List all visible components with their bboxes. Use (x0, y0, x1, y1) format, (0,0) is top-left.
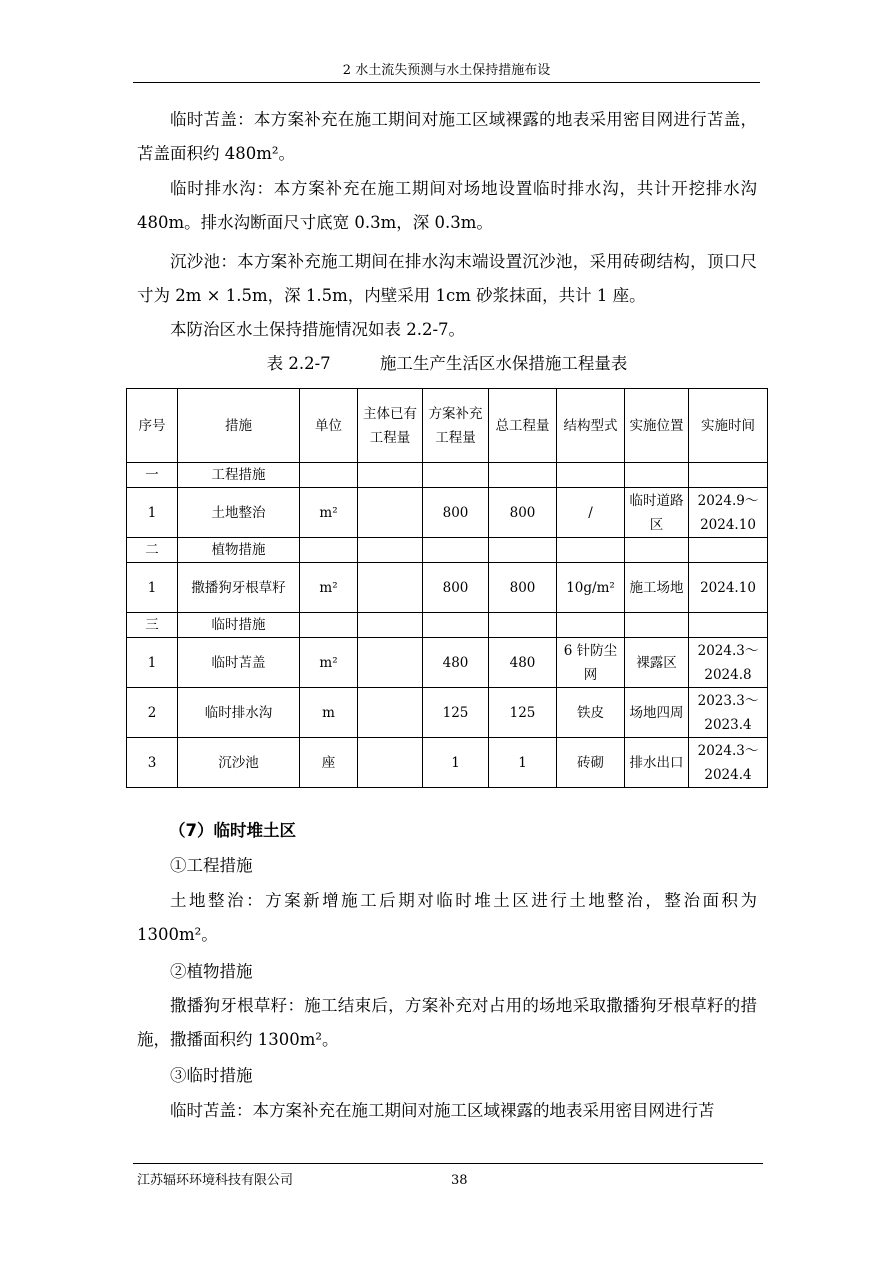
header-cell: 实施时间 (689, 389, 768, 463)
section-row (127, 538, 768, 563)
total-quantity: 125 (489, 688, 557, 738)
paragraph-temporary-drain: 临时排水沟：本方案补充在施工期间对场地设置临时排水沟，共计开挖排水沟 480m。排水沟断面尺寸底宽 0.3m，深 0.3m。 (137, 179, 757, 232)
existing-quantity (358, 563, 423, 613)
empty-cell (300, 463, 358, 488)
unit: m² (300, 638, 358, 688)
structure-type: 6 针防尘网 (557, 638, 625, 688)
header-cell: 总工程量 (489, 389, 557, 463)
section-name: 工程措施 (178, 463, 300, 488)
paragraph-sediment-tank: 沉沙池：本方案补充施工期间在排水沟末端设置沉沙池，采用砖砌结构，顶口尺寸为 2m × 1.5m，深 1.5m，内壁采用 1cm 砂浆抹面，共计 1 座。 (137, 252, 757, 305)
measure-name: 沉沙池 (178, 738, 300, 788)
empty-cell (358, 463, 423, 488)
empty-cell (557, 463, 625, 488)
footer-rule (133, 1163, 763, 1164)
subsection-engineering: ①工程措施 (170, 856, 253, 875)
location: 裸露区 (625, 638, 689, 688)
paragraph-temporary-cover: 临时苫盖：本方案补充在施工期间对施工区域裸露的地表采用密目网进行苫盖，苫盖面积约 480m²。 (137, 110, 757, 163)
table-row (127, 638, 768, 688)
header-cell: 主体已有工程量 (358, 389, 423, 463)
table-caption (137, 352, 757, 376)
schedule: 2023.3～2023.4 (689, 688, 768, 738)
empty-cell (423, 538, 489, 563)
empty-cell (358, 613, 423, 638)
subsection-temporary: ③临时措施 (170, 1066, 253, 1085)
total-quantity: 800 (489, 563, 557, 613)
section-name: 临时措施 (178, 613, 300, 638)
location: 排水出口 (625, 738, 689, 788)
measure-name: 临时排水沟 (178, 688, 300, 738)
empty-cell (625, 463, 689, 488)
empty-cell (689, 463, 768, 488)
row-number: 3 (127, 738, 178, 788)
schedule: 2024.9～2024.10 (689, 488, 768, 538)
added-quantity: 800 (423, 488, 489, 538)
empty-cell (557, 538, 625, 563)
added-quantity: 125 (423, 688, 489, 738)
structure-type: 10g/m² (557, 563, 625, 613)
location: 场地四周 (625, 688, 689, 738)
paragraph-land-leveling: 土地整治：方案新增施工后期对临时堆土区进行土地整治，整治面积为 1300m²。 (137, 891, 757, 944)
empty-cell (489, 613, 557, 638)
empty-cell (625, 538, 689, 563)
page-header: 2 水土流失预测与水土保持措施布设 (342, 63, 551, 78)
header-rule (133, 82, 760, 83)
measure-name: 撒播狗牙根草籽 (178, 563, 300, 613)
measure-name: 土地整治 (178, 488, 300, 538)
existing-quantity (358, 738, 423, 788)
location: 临时道路区 (625, 488, 689, 538)
section-row (127, 463, 768, 488)
empty-cell (489, 463, 557, 488)
header-cell: 方案补充工程量 (423, 389, 489, 463)
table-caption-title: 施工生产生活区水保措施工程量表 (379, 354, 628, 373)
section-row (127, 613, 768, 638)
row-number: 1 (127, 638, 178, 688)
added-quantity: 1 (423, 738, 489, 788)
table-row (127, 563, 768, 613)
schedule: 2024.3～2024.8 (689, 638, 768, 688)
row-number: 2 (127, 688, 178, 738)
location: 施工场地 (625, 563, 689, 613)
table-caption-number: 表 2.2-7 (266, 354, 331, 373)
total-quantity: 800 (489, 488, 557, 538)
measure-name: 临时苫盖 (178, 638, 300, 688)
empty-cell (689, 538, 768, 563)
measures-table (126, 388, 768, 788)
total-quantity: 480 (489, 638, 557, 688)
header-cell: 措施 (178, 389, 300, 463)
paragraph-table-reference: 本防治区水土保持措施情况如表 2.2-7。 (170, 320, 466, 339)
empty-cell (625, 613, 689, 638)
empty-cell (300, 613, 358, 638)
schedule: 2024.10 (689, 563, 768, 613)
subsection-planting: ②植物措施 (170, 962, 253, 981)
structure-type: / (557, 488, 625, 538)
table-row (127, 738, 768, 788)
empty-cell (423, 613, 489, 638)
empty-cell (423, 463, 489, 488)
paragraph-temporary-cover-2: 临时苫盖：本方案补充在施工期间对施工区域裸露的地表采用密目网进行苫 (170, 1101, 715, 1120)
unit: 座 (300, 738, 358, 788)
schedule: 2024.3～2024.4 (689, 738, 768, 788)
structure-type: 铁皮 (557, 688, 625, 738)
existing-quantity (358, 638, 423, 688)
header-cell: 单位 (300, 389, 358, 463)
existing-quantity (358, 488, 423, 538)
unit: m² (300, 563, 358, 613)
added-quantity: 480 (423, 638, 489, 688)
empty-cell (557, 613, 625, 638)
existing-quantity (358, 688, 423, 738)
table-header-row (127, 389, 768, 463)
row-number: 1 (127, 563, 178, 613)
added-quantity: 800 (423, 563, 489, 613)
unit: m (300, 688, 358, 738)
section-number: 二 (127, 538, 178, 563)
footer-company: 江苏辐环环境科技有限公司 (137, 1173, 294, 1188)
header-cell: 序号 (127, 389, 178, 463)
empty-cell (689, 613, 768, 638)
table-row (127, 688, 768, 738)
unit: m² (300, 488, 358, 538)
paragraph-grass-seeding: 撒播狗牙根草籽：施工结束后，方案补充对占用的场地采取撒播狗牙根草籽的措施，撒播面积约 1300m²。 (137, 996, 757, 1049)
section-heading: （7）临时堆土区 (169, 821, 296, 840)
page-number: 38 (451, 1173, 468, 1188)
header-cell: 实施位置 (625, 389, 689, 463)
section-number: 一 (127, 463, 178, 488)
section-number: 三 (127, 613, 178, 638)
section-name: 植物措施 (178, 538, 300, 563)
structure-type: 砖砌 (557, 738, 625, 788)
row-number: 1 (127, 488, 178, 538)
empty-cell (300, 538, 358, 563)
table-row (127, 488, 768, 538)
empty-cell (489, 538, 557, 563)
total-quantity: 1 (489, 738, 557, 788)
header-cell: 结构型式 (557, 389, 625, 463)
empty-cell (358, 538, 423, 563)
